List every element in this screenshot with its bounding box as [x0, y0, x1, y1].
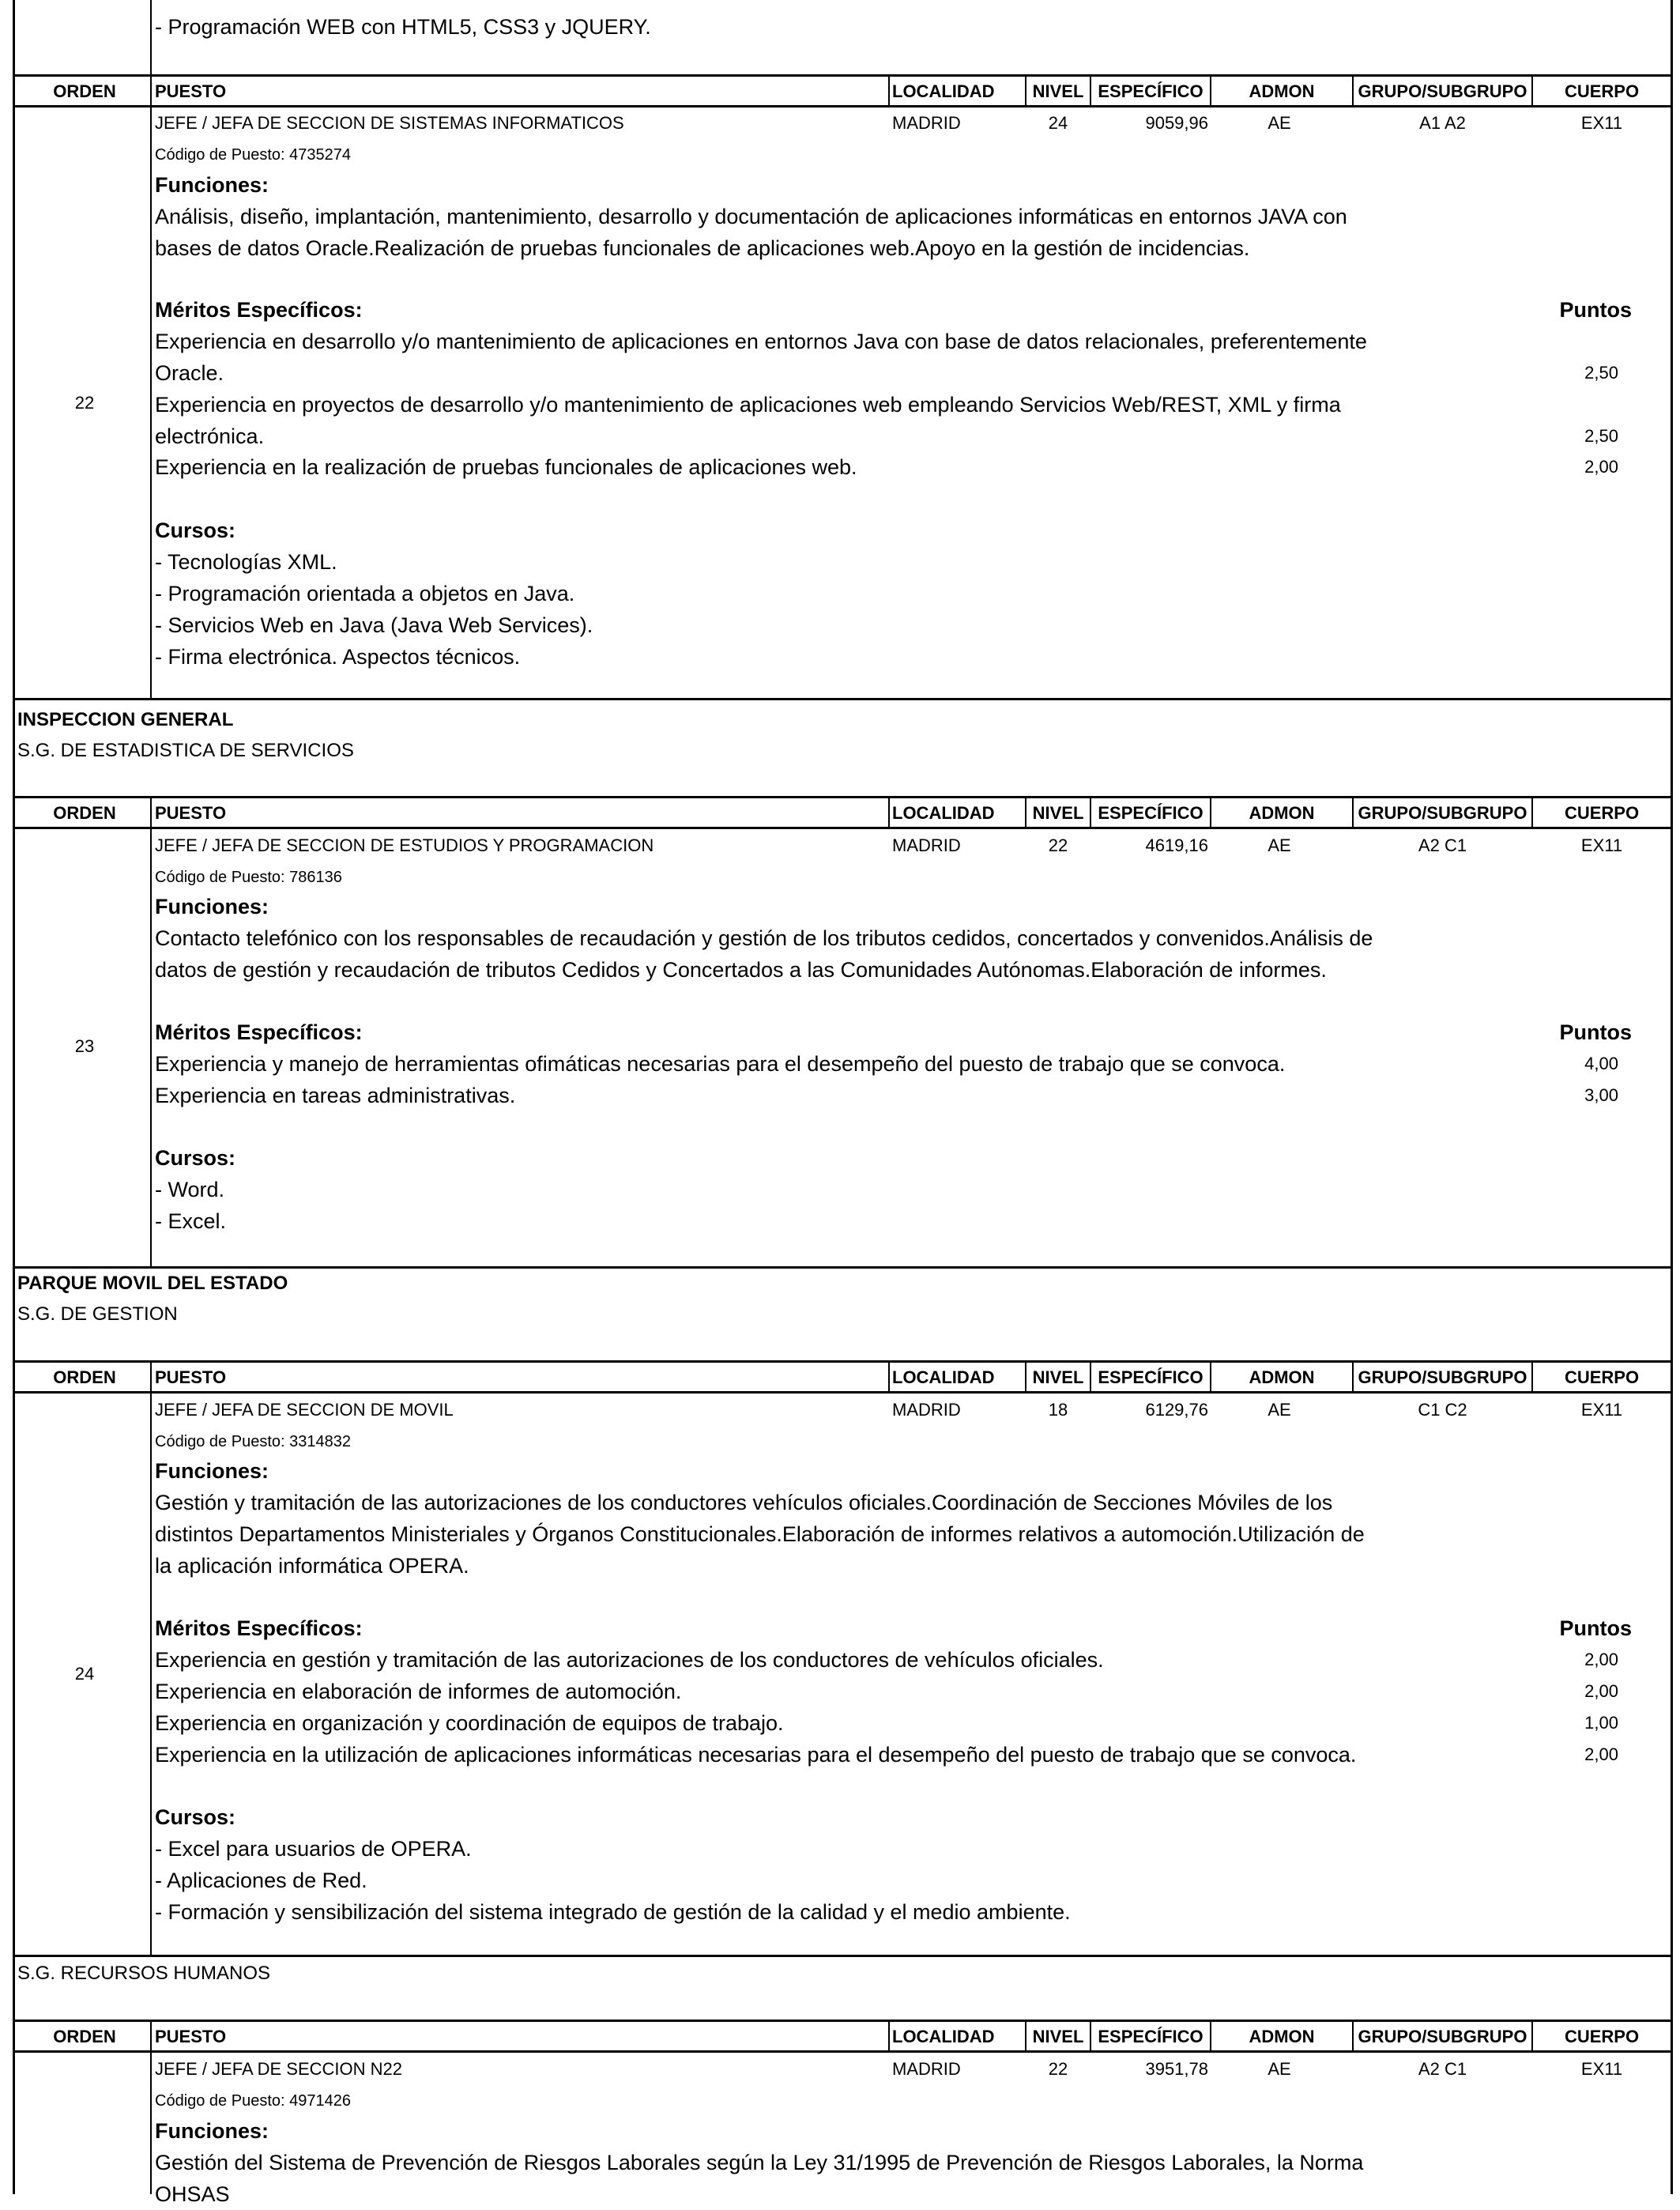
header-nivel: NIVEL — [1032, 81, 1084, 101]
admon-value: AE — [1268, 1400, 1291, 1420]
puesto-name: JEFE / JEFA DE SECCION N22 — [155, 2059, 402, 2079]
funciones-line: datos de gestión y recaudación de tributos Cedidos y Concertados a las Comunidades Autónomas.Elaboración de informes. — [155, 958, 1327, 982]
grupo-value: C1 C2 — [1418, 1400, 1467, 1420]
section-border — [13, 698, 1673, 700]
funciones-line: Análisis, diseño, implantación, mantenimiento, desarrollo y documentación de aplicaciones informáticas en entornos JAVA con — [155, 205, 1347, 228]
localidad-value: MADRID — [892, 835, 961, 855]
codigo-puesto: Código de Puesto: 4735274 — [155, 146, 351, 164]
header-divider — [150, 1360, 152, 1391]
merito-points: 3,00 — [1584, 1085, 1618, 1105]
curso-line: - Firma electrónica. Aspectos técnicos. — [155, 645, 521, 669]
header-localidad: LOCALIDAD — [892, 2027, 995, 2046]
header-divider — [888, 2020, 890, 2050]
funciones-line: distintos Departamentos Ministeriales y Órganos Constitucionales.Elaboración de informes relativos a automoción.Utilización de — [155, 1522, 1365, 1546]
cursos-label: Cursos: — [155, 1146, 236, 1170]
funciones-label: Funciones: — [155, 173, 269, 197]
cuerpo-value: EX11 — [1580, 835, 1623, 855]
merito-points: 2,00 — [1584, 457, 1618, 477]
header-grupo: GRUPO/SUBGRUPO — [1358, 2027, 1527, 2046]
meritos-label: Méritos Específicos: — [155, 298, 363, 322]
grupo-value: A2 C1 — [1418, 2059, 1467, 2079]
merito-points: 2,00 — [1584, 1681, 1618, 1701]
orden-value: 24 — [74, 1664, 95, 1684]
merito-line: Experiencia en tareas administrativas. — [155, 1084, 516, 1107]
merito-line: Experiencia y manejo de herramientas ofimáticas necesarias para el desempeño del puesto de trabajo que se convoca. — [155, 1052, 1286, 1076]
puntos-header: Puntos — [1559, 1020, 1632, 1044]
especifico-value: 6129,76 — [1145, 1400, 1208, 1420]
header-nivel: NIVEL — [1032, 2027, 1084, 2046]
header-cuerpo: CUERPO — [1564, 81, 1640, 101]
section-subtitle: S.G. DE GESTION — [17, 1303, 178, 1325]
header-puesto: PUESTO — [155, 81, 227, 101]
section-subtitle: S.G. DE ESTADISTICA DE SERVICIOS — [17, 740, 354, 761]
column-divider — [150, 2050, 152, 2194]
merito-line: Experiencia en la realización de pruebas funcionales de aplicaciones web. — [155, 455, 857, 479]
table-header-border-bottom — [13, 105, 1673, 107]
section-border — [13, 1266, 1673, 1269]
column-divider — [150, 0, 152, 74]
header-especifico: ESPECÍFICO — [1098, 803, 1203, 823]
puesto-name: JEFE / JEFA DE SECCION DE ESTUDIOS Y PROGRAMACION — [155, 835, 654, 855]
merito-line: electrónica. — [155, 424, 265, 448]
header-grupo: GRUPO/SUBGRUPO — [1358, 803, 1527, 823]
course-line: - Programación WEB con HTML5, CSS3 y JQUERY. — [155, 15, 651, 39]
header-divider — [150, 796, 152, 827]
header-cuerpo: CUERPO — [1564, 803, 1640, 823]
merito-points: 4,00 — [1584, 1054, 1618, 1073]
grupo-value: A1 A2 — [1419, 113, 1466, 133]
section-border — [13, 1955, 1673, 1957]
header-especifico: ESPECÍFICO — [1098, 1367, 1203, 1387]
header-admon: ADMON — [1249, 803, 1315, 823]
section-title: PARQUE MOVIL DEL ESTADO — [17, 1273, 288, 1294]
nivel-value: 22 — [1048, 2059, 1068, 2079]
header-puesto: PUESTO — [155, 803, 227, 823]
funciones-label: Funciones: — [155, 1459, 269, 1483]
section-subtitle: S.G. RECURSOS HUMANOS — [17, 1963, 271, 1984]
puesto-name: JEFE / JEFA DE SECCION DE SISTEMAS INFORMATICOS — [155, 113, 624, 133]
funciones-label: Funciones: — [155, 895, 269, 918]
merito-points: 2,00 — [1584, 1650, 1618, 1669]
nivel-value: 24 — [1048, 113, 1068, 133]
header-puesto: PUESTO — [155, 2027, 227, 2046]
codigo-puesto: Código de Puesto: 3314832 — [155, 1433, 351, 1450]
merito-points: 2,00 — [1584, 1744, 1618, 1764]
table-header-border-top — [13, 796, 1673, 798]
header-divider — [150, 2020, 152, 2050]
merito-points: 2,50 — [1584, 363, 1618, 383]
funciones-line: Contacto telefónico con los responsables de recaudación y gestión de los tributos cedidos, concertados y convenidos.Análisis de — [155, 926, 1373, 950]
header-nivel: NIVEL — [1032, 803, 1084, 823]
curso-line: - Word. — [155, 1178, 225, 1201]
funciones-label: Funciones: — [155, 2119, 269, 2143]
header-orden: ORDEN — [53, 1367, 116, 1387]
page-border-right — [1671, 0, 1673, 2194]
orden-value: 22 — [74, 393, 95, 413]
merito-points: 2,50 — [1584, 426, 1618, 446]
header-admon: ADMON — [1249, 81, 1315, 101]
header-orden: ORDEN — [53, 2027, 116, 2046]
curso-line: - Formación y sensibilización del sistema integrado de gestión de la calidad y el medio ambiente. — [155, 1900, 1071, 1924]
orden-value: 23 — [74, 1036, 95, 1056]
merito-line: Oracle. — [155, 361, 224, 385]
admon-value: AE — [1268, 835, 1291, 855]
nivel-value: 22 — [1048, 835, 1068, 855]
merito-line: Experiencia en gestión y tramitación de las autorizaciones de los conductores de vehículos oficiales. — [155, 1648, 1104, 1672]
header-divider — [888, 796, 890, 827]
header-localidad: LOCALIDAD — [892, 803, 995, 823]
header-admon: ADMON — [1249, 1367, 1315, 1387]
merito-line: Experiencia en la utilización de aplicaciones informáticas necesarias para el desempeño del puesto de trabajo que se convoca. — [155, 1743, 1357, 1767]
header-divider — [888, 1360, 890, 1391]
curso-line: - Tecnologías XML. — [155, 550, 337, 574]
cursos-label: Cursos: — [155, 1805, 236, 1829]
header-orden: ORDEN — [53, 803, 116, 823]
table-header-border-bottom — [13, 2050, 1673, 2053]
merito-line: Experiencia en desarrollo y/o mantenimiento de aplicaciones en entornos Java con base de datos relacionales, preferentemente — [155, 330, 1367, 353]
header-puesto: PUESTO — [155, 1367, 227, 1387]
page-border-left — [13, 0, 15, 2194]
cuerpo-value: EX11 — [1580, 1400, 1623, 1420]
header-cuerpo: CUERPO — [1564, 2027, 1640, 2046]
codigo-puesto: Código de Puesto: 4971426 — [155, 2092, 351, 2110]
curso-line: - Aplicaciones de Red. — [155, 1869, 367, 1892]
puntos-header: Puntos — [1559, 298, 1632, 322]
funciones-line: Gestión y tramitación de las autorizaciones de los conductores vehículos oficiales.Coordinación de Secciones Móviles de los — [155, 1491, 1333, 1514]
table-header-border-top — [13, 1360, 1673, 1363]
table-header-border-bottom — [13, 1391, 1673, 1394]
funciones-line: la aplicación informática OPERA. — [155, 1554, 469, 1578]
puesto-name: JEFE / JEFA DE SECCION DE MOVIL — [155, 1400, 454, 1420]
curso-line: - Excel para usuarios de OPERA. — [155, 1837, 472, 1861]
nivel-value: 18 — [1048, 1400, 1068, 1420]
table-header-border-bottom — [13, 827, 1673, 829]
curso-line: - Excel. — [155, 1209, 227, 1233]
table-header-border-top — [13, 2020, 1673, 2022]
codigo-puesto: Código de Puesto: 786136 — [155, 869, 342, 886]
header-especifico: ESPECÍFICO — [1098, 2027, 1203, 2046]
merito-line: Experiencia en organización y coordinación de equipos de trabajo. — [155, 1711, 784, 1735]
meritos-label: Méritos Específicos: — [155, 1616, 363, 1640]
merito-line: Experiencia en proyectos de desarrollo y/o mantenimiento de aplicaciones web empleando Servicios Web/REST, XML y firma — [155, 393, 1341, 417]
admon-value: AE — [1268, 2059, 1291, 2079]
header-cuerpo: CUERPO — [1564, 1367, 1640, 1387]
header-grupo: GRUPO/SUBGRUPO — [1358, 1367, 1527, 1387]
curso-line: - Servicios Web en Java (Java Web Services). — [155, 613, 593, 637]
header-nivel: NIVEL — [1032, 1367, 1084, 1387]
especifico-value: 9059,96 — [1145, 113, 1208, 133]
funciones-line: Gestión del Sistema de Prevención de Riesgos Laborales según la Ley 31/1995 de Prevención de Riesgos Laborales, la Norma OHSAS — [155, 2151, 1364, 2206]
localidad-value: MADRID — [892, 2059, 961, 2079]
grupo-value: A2 C1 — [1418, 835, 1467, 855]
admon-value: AE — [1268, 113, 1291, 133]
table-header-border-top — [13, 74, 1673, 77]
cuerpo-value: EX11 — [1580, 113, 1623, 133]
especifico-value: 4619,16 — [1145, 835, 1208, 855]
header-localidad: LOCALIDAD — [892, 1367, 995, 1387]
localidad-value: MADRID — [892, 113, 961, 133]
curso-line: - Programación orientada a objetos en Java. — [155, 582, 575, 605]
header-divider — [150, 74, 152, 105]
puntos-header: Puntos — [1559, 1616, 1632, 1640]
header-divider — [888, 74, 890, 105]
especifico-value: 3951,78 — [1145, 2059, 1208, 2079]
merito-line: Experiencia en elaboración de informes de automoción. — [155, 1680, 682, 1703]
funciones-line: bases de datos Oracle.Realización de pruebas funcionales de aplicaciones web.Apoyo en la gestión de incidencias. — [155, 236, 1250, 260]
cuerpo-value: EX11 — [1580, 2059, 1623, 2079]
merito-points: 1,00 — [1584, 1713, 1618, 1733]
section-title: INSPECCION GENERAL — [17, 709, 234, 730]
localidad-value: MADRID — [892, 1400, 961, 1420]
header-grupo: GRUPO/SUBGRUPO — [1358, 81, 1527, 101]
header-orden: ORDEN — [53, 81, 116, 101]
header-admon: ADMON — [1249, 2027, 1315, 2046]
header-localidad: LOCALIDAD — [892, 81, 995, 101]
meritos-label: Méritos Específicos: — [155, 1020, 363, 1044]
cursos-label: Cursos: — [155, 519, 236, 542]
header-especifico: ESPECÍFICO — [1098, 81, 1203, 101]
